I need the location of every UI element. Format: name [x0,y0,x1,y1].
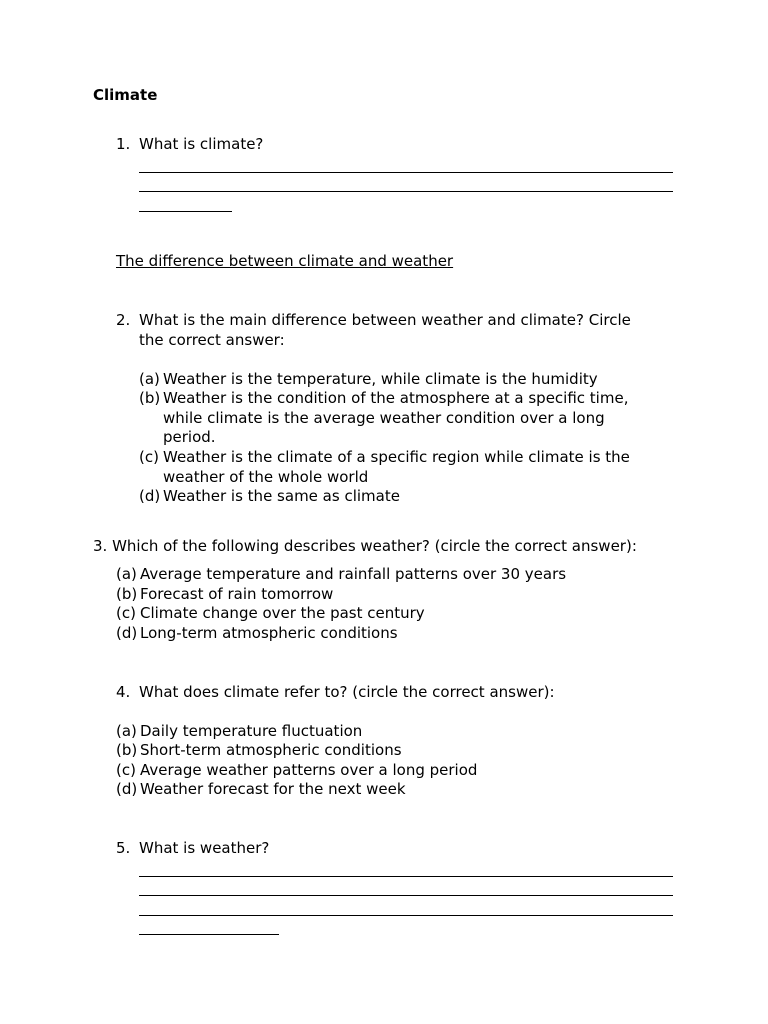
q2-option-c[interactable] [139,448,630,487]
option-text [163,448,630,487]
q2-option-b[interactable] [139,389,628,448]
q2-text-line: What is the main difference between weather and climate? Circle [139,311,631,329]
option-label: (b) [116,585,138,603]
q1-answer-line[interactable] [139,172,673,173]
option-text-line: period. [163,428,216,447]
option-text-line: Weather is the same as climate [163,487,400,505]
q1-text: What is climate? [139,135,264,153]
page-title: Climate [93,86,158,104]
q3-option-d[interactable] [116,624,398,644]
q2-text-line: the correct answer: [139,331,285,349]
option-label: (b) [116,741,138,759]
option-text: Average weather patterns over a long period [140,761,478,779]
q1-answer-line[interactable] [139,211,232,212]
option-text: Average temperature and rainfall patterns over 30 years [140,565,567,583]
option-text [163,370,598,390]
option-text: Long-term atmospheric conditions [140,624,398,642]
q2-option-d[interactable] [139,487,400,507]
q5-answer-line[interactable] [139,876,673,877]
option-text-line: weather of the whole world [163,467,369,486]
option-label: (a) [116,722,137,740]
option-text-line: while climate is the average weather condition over a long [163,408,605,427]
q5-text: What is weather? [139,839,270,857]
option-text-line: Weather is the condition of the atmosphere at a specific time, [163,389,629,407]
q4-option-a[interactable] [116,722,362,742]
q3-option-b[interactable] [116,585,333,605]
option-text: Weather forecast for the next week [140,780,406,798]
option-label: (b) [139,389,161,407]
option-label: (a) [116,565,137,583]
option-text: Daily temperature fluctuation [140,722,363,740]
q1-number: 1. [116,135,131,153]
option-text [163,389,628,448]
option-label: (d) [116,780,138,798]
q4-option-c[interactable] [116,761,477,781]
q3-text: 3. Which of the following describes weather? (circle the correct answer): [93,537,637,555]
q4-number: 4. [116,683,131,701]
option-text: Short-term atmospheric conditions [140,741,402,759]
option-text-line: Weather is the climate of a specific region while climate is the [163,448,630,466]
q4-text: What does climate refer to? (circle the correct answer): [139,683,555,701]
option-text-line: Weather is the temperature, while climate is the humidity [163,370,598,388]
option-label: (d) [116,624,138,642]
option-label: (a) [139,370,160,388]
q4-option-b[interactable] [116,741,402,761]
option-text: Forecast of rain tomorrow [140,585,334,603]
q3-option-c[interactable] [116,604,425,624]
q2-number: 2. [116,311,131,329]
option-text: Climate change over the past century [140,604,425,622]
option-label: (c) [116,604,136,622]
q5-answer-line[interactable] [139,895,673,896]
q5-answer-line[interactable] [139,915,673,916]
q5-number: 5. [116,839,131,857]
q5-answer-line[interactable] [139,934,279,935]
option-text [163,487,400,507]
option-label: (c) [116,761,136,779]
option-label: (c) [139,448,159,466]
q3-option-a[interactable] [116,565,566,585]
section-heading: The difference between climate and weather [116,252,454,270]
q1-answer-line[interactable] [139,191,673,192]
option-label: (d) [139,487,161,505]
q4-option-d[interactable] [116,780,406,800]
q2-option-a[interactable] [139,370,598,390]
